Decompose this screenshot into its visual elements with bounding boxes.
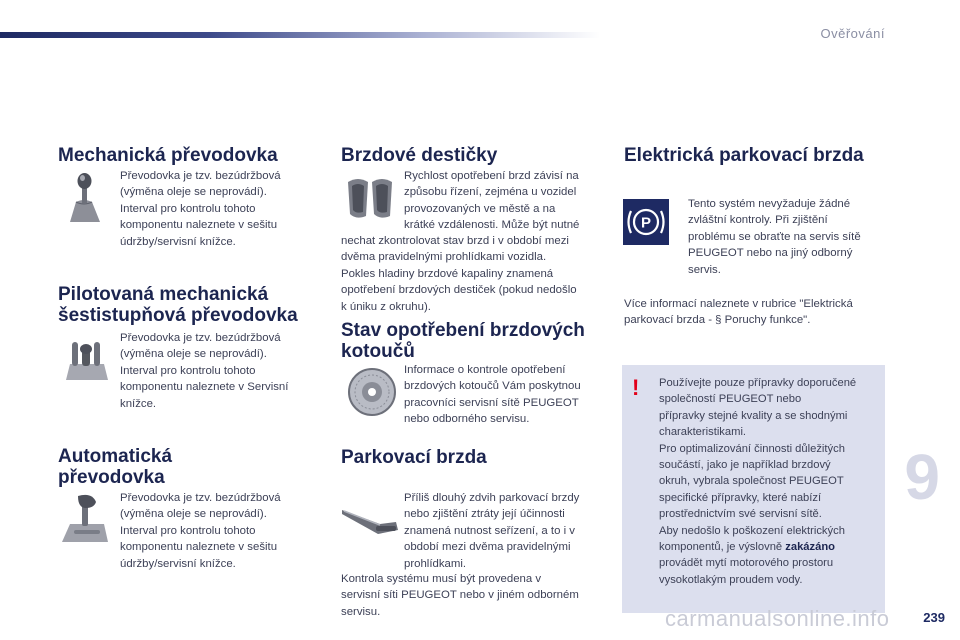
parking-brake-text-right: Příliš dlouhý zdvih parkovací brzdy nebo zjištění ztráty její účinnosti znamená nutnost seřízení, a to i v období mezi dvěma pravidelnými prohlídkami.	[404, 492, 580, 570]
mechanical-gearbox-heading: Mechanická převodovka	[58, 145, 278, 166]
electric-parking-brake-letter: P	[640, 214, 652, 232]
brake-disc-icon	[346, 366, 398, 418]
automatic-gearbox-heading-line2: převodovka	[58, 467, 165, 488]
warning-text	[659, 375, 881, 588]
warning-text-after: provádět mytí motorového prostoru vysokotlakým proudem vody.	[659, 557, 834, 586]
automatic-gearbox-heading-line1: Automatická	[58, 446, 173, 467]
chapter-number: 9	[904, 441, 940, 513]
piloted-gearbox-heading-line1: Pilotovaná mechanická	[58, 284, 269, 305]
section-title: Ověřování	[820, 26, 885, 41]
brake-pads-text-full: nechat zkontrolovat stav brzd i v období mezi dvěma pravidelnými prohlídkami vozidla. Pokles hladiny brzdové kapaliny znamená opotřebení brzdových destiček (pokud nedošlo k úniku z okruhu).	[341, 235, 577, 313]
warning-text-before: Používejte pouze přípravky doporučené společností PEUGEOT nebo přípravky stejné kvality a se shodnými charakteristikami. Pro optimalizování činnosti důležitých součástí, jako je například brzdový okruh, vybrala společnost PEUGEOT specifické přípravky, které nabízí prostřednictvím své servisní sítě. Aby nedošlo k poškození elektrických komponentů, je výslovně	[659, 377, 857, 554]
electric-parking-brake-text-right: Tento systém nevyžaduje žádné zvláštní kontroly. Při zjištění problému se obraťte na servis sítě PEUGEOT nebo na jiný odborný servis.	[688, 198, 861, 276]
parking-brake-text-full: Kontrola systému musí být provedena v servisní síti PEUGEOT nebo v jiném odborném servisu.	[341, 573, 579, 618]
mechanical-gearbox-text: Převodovka je tzv. bezúdržbová (výměna oleje se neprovádí). Interval pro kontrolu tohoto komponentu naleznete v sešitu údržby/servisní knížce.	[120, 170, 281, 248]
disc-wear-heading-line1: Stav opotřebení brzdových	[341, 320, 585, 341]
handbrake-lever-icon	[340, 500, 400, 540]
piloted-gear-lever-icon	[60, 336, 112, 384]
piloted-gearbox-text: Převodovka je tzv. bezúdržbová (výměna oleje se neprovádí). Interval pro kontrolu tohoto komponentu naleznete v Servisní knížce.	[120, 332, 289, 410]
page-number: 239	[923, 610, 945, 625]
automatic-gear-selector-icon	[58, 490, 110, 546]
gear-lever-icon	[62, 172, 108, 224]
brake-pads-icon	[344, 172, 396, 224]
parking-brake-heading: Parkovací brzda	[341, 447, 487, 468]
piloted-gearbox-heading-line2: šestistupňová převodovka	[58, 305, 298, 326]
header-accent-bar	[0, 32, 600, 38]
brake-pads-heading: Brzdové destičky	[341, 145, 498, 166]
electric-parking-brake-text-full: Více informací naleznete v rubrice "Elektrická parkovací brzda - § Poruchy funkce".	[624, 298, 853, 327]
disc-wear-heading-line2: kotoučů	[341, 341, 415, 362]
disc-wear-text: Informace o kontrole opotřebení brzdových kotoučů Vám poskytnou pracovníci servisní sítě PEUGEOT nebo odborného servisu.	[404, 364, 581, 426]
electric-parking-brake-heading: Elektrická parkovací brzda	[624, 145, 864, 166]
electric-parking-brake-icon	[623, 199, 669, 245]
warning-text-bold: zakázáno	[785, 541, 835, 554]
brake-pads-text-right: Rychlost opotřebení brzd závisí na způsobu řízení, zejména u vozidel provozovaných ve městě a na krátké vzdálenosti. Může být nutné	[404, 170, 580, 232]
automatic-gearbox-text: Převodovka je tzv. bezúdržbová (výměna oleje se neprovádí). Interval pro kontrolu tohoto komponentu naleznete v sešitu údržby/servisní knížce.	[120, 492, 281, 570]
watermark: carmanualsonline.info	[665, 606, 890, 631]
warning-icon: !	[632, 375, 640, 400]
